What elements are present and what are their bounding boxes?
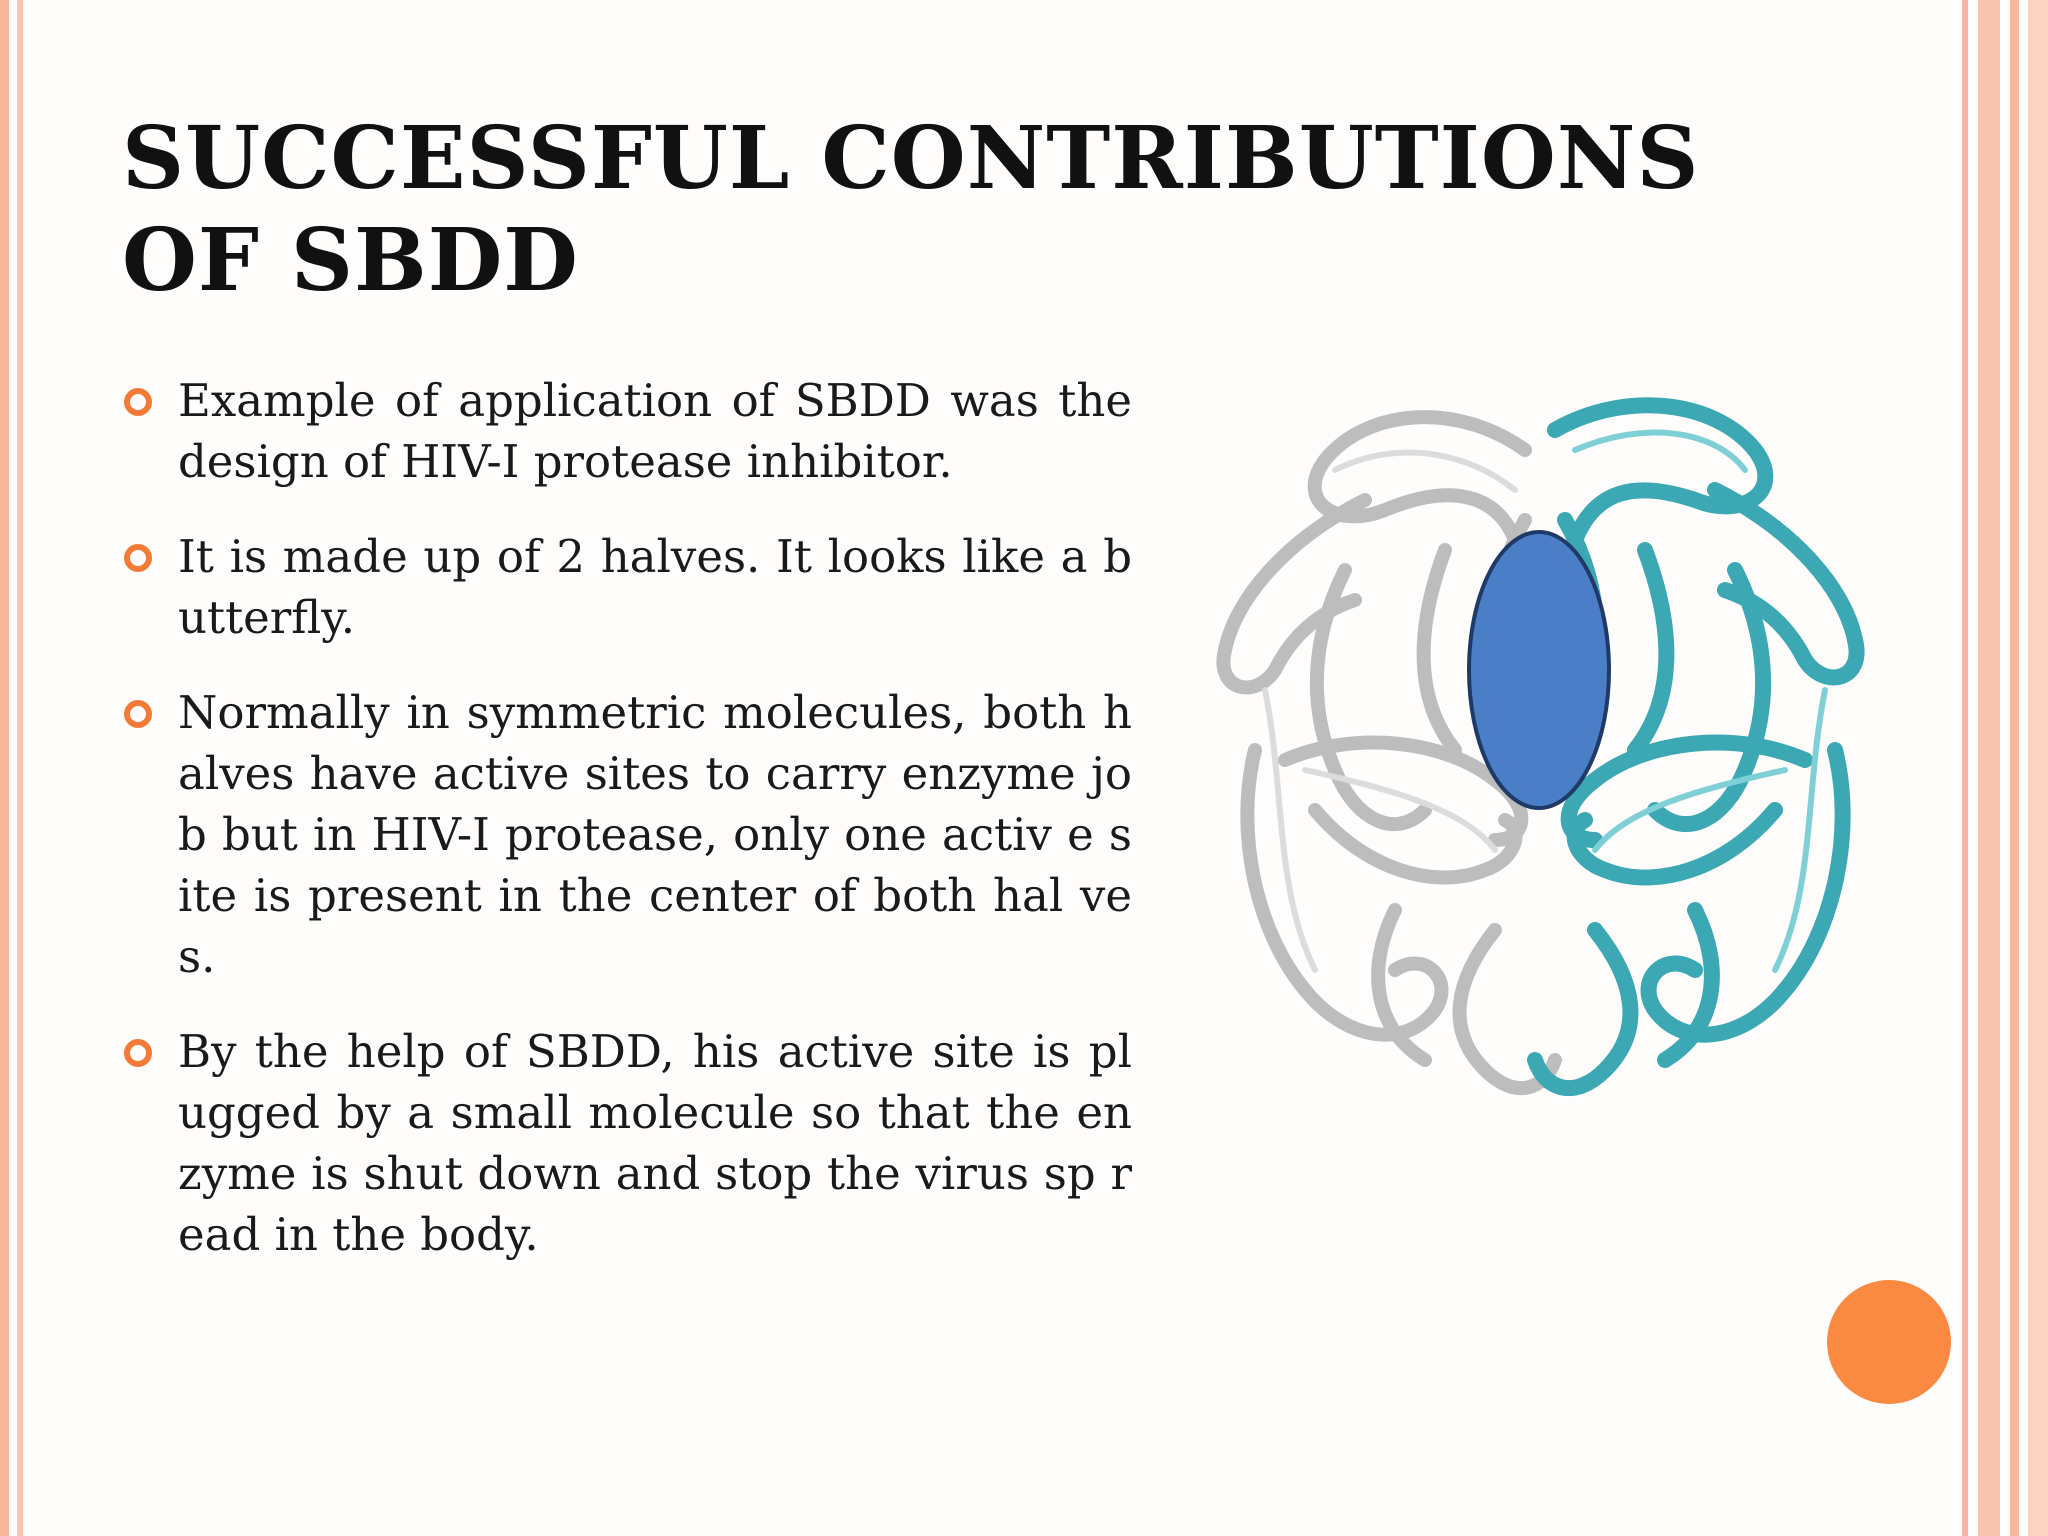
bullet-marker-icon [124, 1039, 152, 1067]
bullet-item [122, 1021, 1132, 1265]
right-border-stripe [2028, 0, 2048, 1536]
bullet-list [122, 370, 1132, 1299]
left-border-stripe [0, 0, 9, 1536]
bullet-text: Example of application of SBDD was the design of HIV-I protease inhibitor. [178, 374, 1132, 488]
bullet-item [122, 370, 1132, 492]
accent-circle-icon [1827, 1280, 1951, 1404]
left-border-stripe-inner [17, 0, 23, 1536]
bullet-item [122, 526, 1132, 648]
active-site-ellipse [1469, 532, 1609, 808]
right-border-stripe [1978, 0, 2000, 1536]
bullet-text: Normally in symmetric molecules, both halves have active sites to carry enzyme job but in HIV-I protease, only one activ e site is present in the center of both hal ves. [178, 686, 1132, 983]
right-border-stripe [1962, 0, 1968, 1536]
bullet-text: It is made up of 2 halves. It looks like a butterfly. [178, 530, 1132, 644]
bullet-marker-icon [124, 388, 152, 416]
right-border-stripe [2010, 0, 2019, 1536]
bullet-marker-icon [124, 544, 152, 572]
bullet-text: By the help of SBDD, his active site is pl ugged by a small molecule so that the en zyme is shut down and stop the virus sp read in the body. [178, 1025, 1132, 1261]
bullet-item [122, 682, 1132, 987]
slide-title: SUCCESSFUL CONTRIBUTIONS OF SBDD [122, 108, 1700, 311]
hiv-protease-illustration [1195, 370, 1915, 1110]
bullet-marker-icon [124, 700, 152, 728]
